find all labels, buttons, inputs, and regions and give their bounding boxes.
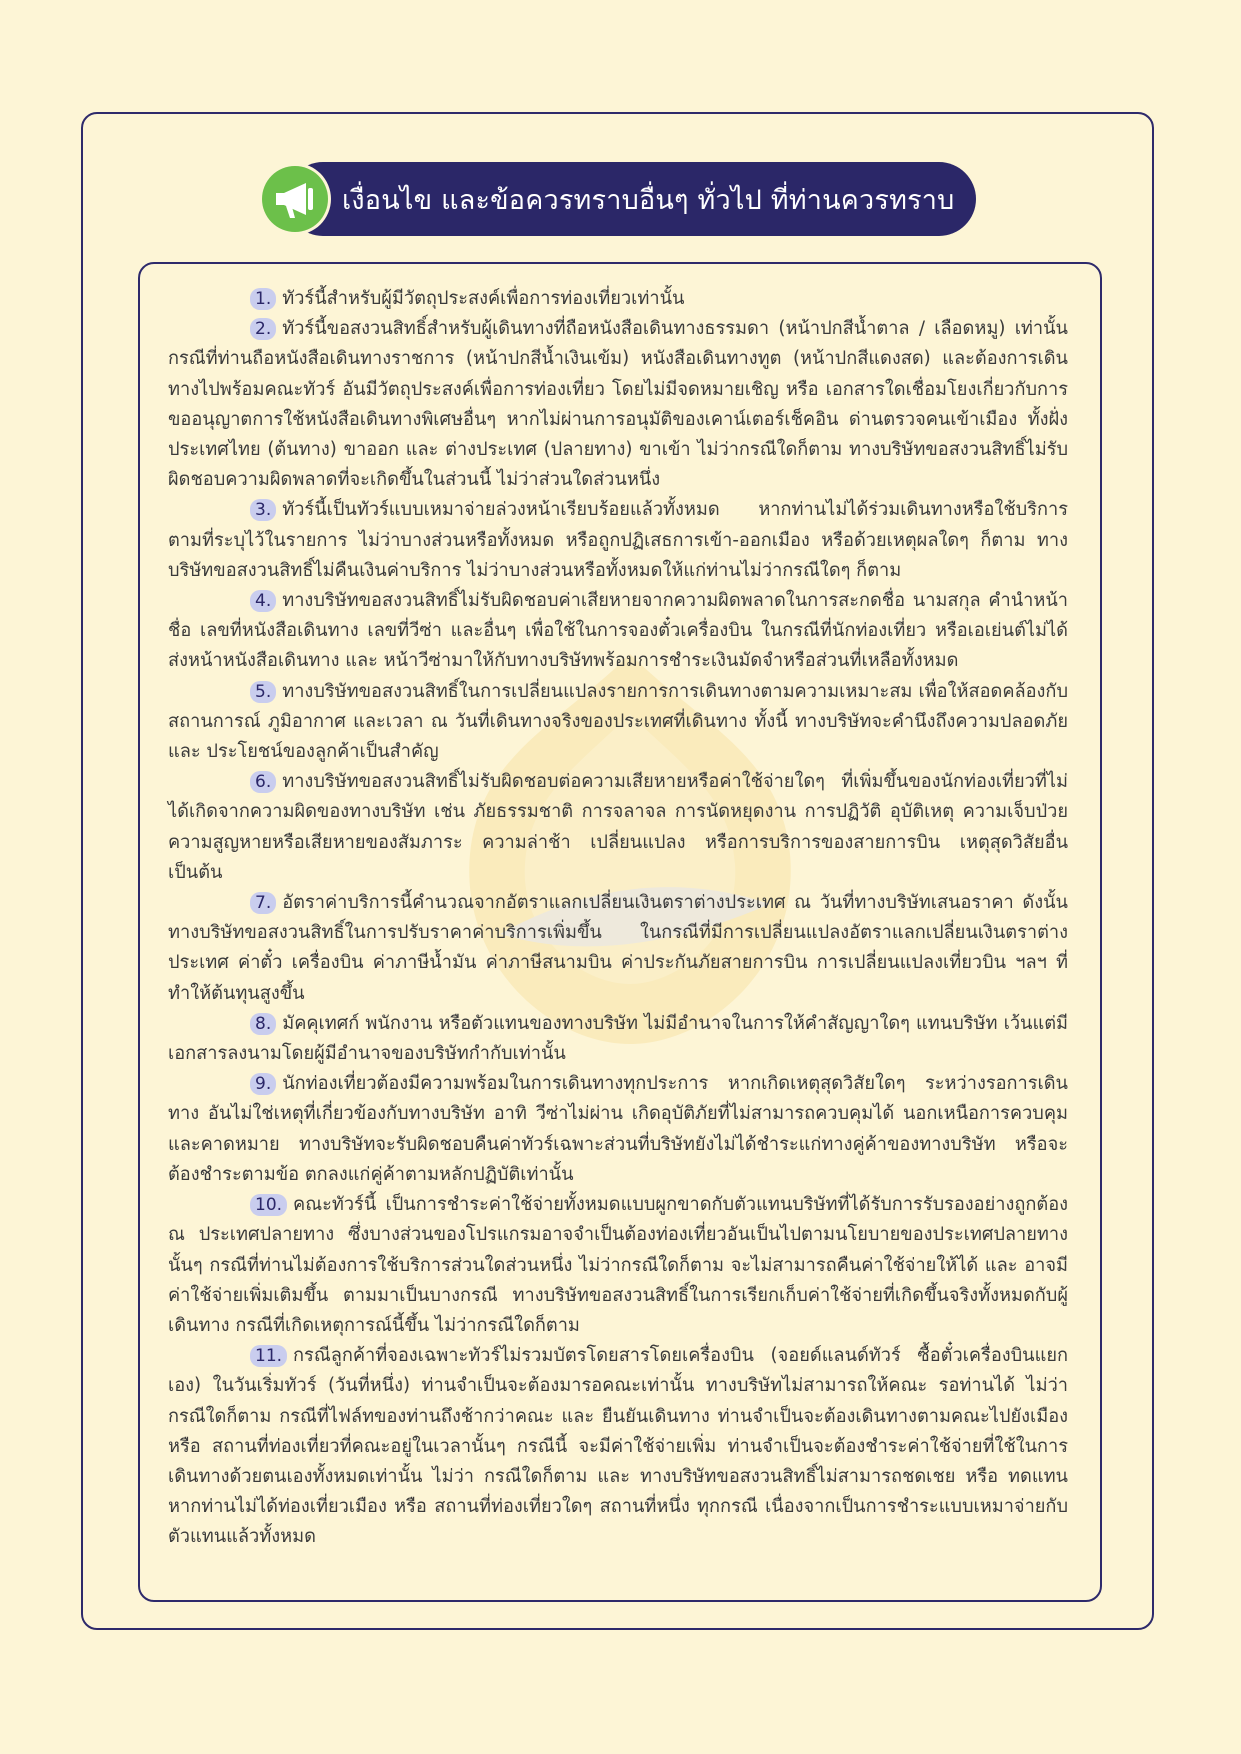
term-number: 11. [250, 1345, 287, 1367]
term-item-4 [168, 586, 1068, 677]
term-number: 10. [250, 1194, 287, 1216]
term-number: 3. [250, 499, 276, 521]
term-item-2 [168, 314, 1068, 495]
term-number: 2. [250, 318, 276, 340]
term-number: 6. [250, 771, 276, 793]
terms-list [168, 284, 1068, 1553]
term-item-5 [168, 677, 1068, 768]
term-number: 8. [250, 1013, 276, 1035]
page-title: เงื่อนไข และข้อควรทราบอื่นๆ ทั่วไป ที่ท่านควรทราบ [342, 184, 955, 216]
term-item-8 [168, 1009, 1068, 1069]
terms-panel [138, 262, 1102, 1602]
term-number: 1. [250, 288, 276, 310]
term-item-1 [168, 284, 1068, 314]
title-banner [286, 162, 976, 236]
term-item-10 [168, 1190, 1068, 1341]
term-number: 5. [250, 681, 276, 703]
term-text: ทัวร์นี้สำหรับผู้มีวัตถุประสงค์เพื่อการท่องเที่ยวเท่านั้น [282, 288, 685, 309]
term-text: ทางบริษัทขอสงวนสิทธิ์ในการเปลี่ยนแปลงรายการการเดินทางตามความเหมาะสม เพื่อให้สอดคล้องกับ สถานการณ์ ภูมิอากาศ และเวลา ณ วันที่เดินทางจริงของประเทศที่เดินทาง ทั้งนี้ ทางบริษัทจะคำนึงถึงความปลอดภัย และ ประโยชน์ของลูกค้าเป็นสำคัญ [168, 680, 1068, 763]
term-item-7 [168, 888, 1068, 1009]
term-text: กรณีลูกค้าที่จองเฉพาะทัวร์ไม่รวมบัตรโดยสารโดยเครื่องบิน (จอยด์แลนด์ทัวร์ ซื้อตั๋วเครื่องบินแยกเอง) ในวันเริ่มทัวร์ (วันที่หนึ่ง) ท่านจำเป็นจะต้องมารอคณะเท่านั้น ทางบริษัทไม่สามารถให้คณะ รอท่านได้ ไม่ว่ากรณีใดก็ตาม กรณีที่ไฟล์ทของท่านถึงช้ากว่าคณะ และ ยืนยันเดินทาง ท่านจำเป็นจะต้องเดินทางตามคณะไปยังเมือง หรือ สถานที่ท่องเที่ยวที่คณะอยู่ในเวลานั้นๆ กรณีนี้ จะมีค่าใช้จ่ายเพิ่ม ท่านจำเป็นจะต้องชำระค่าใช้จ่ายที่ใช้ในการเดินทางด้วยตนเองทั้งหมดเท่านั้น ไม่ว่า กรณีใดก็ตาม และ ทางบริษัทขอสงวนสิทธิ์ไม่สามารถชดเชย หรือ ทดแทน หากท่านไม่ได้ท่องเที่ยวเมือง หรือ สถานที่ท่องเที่ยวใดๆ สถานที่หนึ่ง ทุกกรณี เนื่องจากเป็นการชำระแบบเหมาจ่ายกับตัวแทนแล้วทั้งหมด [168, 1345, 1068, 1548]
term-text: ทางบริษัทขอสงวนสิทธิ์ไม่รับผิดชอบค่าเสียหายจากความผิดพลาดในการสะกดชื่อ นามสกุล คำนำหน้าชื่อ เลขที่หนังสือเดินทาง เลขที่วีซ่า และอื่นๆ เพื่อใช้ในการจองตั๋วเครื่องบิน ในกรณีที่นักท่องเที่ยว หรือเอเย่นต์ไม่ได้ส่งหน้าหนังสือเดินทาง และ หน้าวีซ่ามาให้กับทางบริษัทพร้อมการชำระเงินมัดจำหรือส่วนที่เหลือทั้งหมด [168, 590, 1068, 672]
term-text: คณะทัวร์นี้ เป็นการชำระค่าใช้จ่ายทั้งหมดแบบผูกขาดกับตัวแทนบริษัทที่ได้รับการรับรองอย่างถูกต้อง ณ ประเทศปลายทาง ซึ่งบางส่วนของโปรแกรมอาจจำเป็นต้องท่องเที่ยวอันเป็นไปตามนโยบายของประเทศปลายทางนั้นๆ กรณีที่ท่านไม่ต้องการใช้บริการส่วนใดส่วนหนึ่ง ไม่ว่ากรณีใดก็ตาม จะไม่สามารถคืนค่าใช้จ่ายให้ได้ และ อาจมีค่าใช้จ่ายเพิ่มเติมขึ้น ตามมาเป็นบางกรณี ทางบริษัทขอสงวนสิทธิ์ในการเรียกเก็บค่าใช้จ่ายที่เกิดขึ้นจริงทั้งหมดกับผู้เดินทาง กรณีที่เกิดเหตุการณ์นี้ขึ้น ไม่ว่ากรณีใดก็ตาม [168, 1194, 1068, 1336]
term-item-3 [168, 495, 1068, 586]
term-item-9 [168, 1069, 1068, 1190]
term-number: 9. [250, 1073, 276, 1095]
term-number: 4. [250, 590, 276, 612]
term-text: ทัวร์นี้เป็นทัวร์แบบเหมาจ่ายล่วงหน้าเรียบร้อยแล้วทั้งหมด หากท่านไม่ได้ร่วมเดินทางหรือใช้บริการตามที่ระบุไว้ในรายการ ไม่ว่าบางส่วนหรือทั้งหมด หรือถูกปฏิเสธการเข้า-ออกเมือง หรือด้วยเหตุผลใดๆ ก็ตาม ทางบริษัทขอสงวนสิทธิ์ไม่คืนเงินค่าบริการ ไม่ว่าบางส่วนหรือทั้งหมดให้แก่ท่านไม่ว่ากรณีใดๆ ก็ตาม [168, 499, 1068, 581]
term-text: อัตราค่าบริการนี้คำนวณจากอัตราแลกเปลี่ยนเงินตราต่างประเทศ ณ วันที่ทางบริษัทเสนอราคา ดังนั้น ทางบริษัทขอสงวนสิทธิ์ในการปรับราคาค่าบริการเพิ่มขึ้น ในกรณีที่มีการเปลี่ยนแปลงอัตราแลกเปลี่ยนเงินตราต่างประเทศ ค่าตั๋ว เครื่องบิน ค่าภาษีน้ำมัน ค่าภาษีสนามบิน ค่าประกันภัยสายการบิน การเปลี่ยนแปลงเที่ยวบิน ฯลฯ ที่ทำให้ต้นทุนสูงขึ้น [168, 892, 1068, 1004]
term-number: 7. [250, 892, 276, 914]
term-text: นักท่องเที่ยวต้องมีความพร้อมในการเดินทางทุกประการ หากเกิดเหตุสุดวิสัยใดๆ ระหว่างรอการเดินทาง อันไม่ใช่เหตุที่เกี่ยวข้องกับทางบริษัท อาทิ วีซ่าไม่ผ่าน เกิดอุบัติภัยที่ไม่สามารถควบคุมได้ นอกเหนือการควบคุมและคาดหมาย ทางบริษัทจะรับผิดชอบคืนค่าทัวร์เฉพาะส่วนที่บริษัทยังไม่ได้ชำระแก่ทางคู่ค้าของทางบริษัท หรือจะต้องชำระตามข้อ ตกลงแก่คู่ค้าตามหลักปฏิบัติเท่านั้น [168, 1073, 1068, 1185]
term-text: ทางบริษัทขอสงวนสิทธิ์ไม่รับผิดชอบต่อความเสียหายหรือค่าใช้จ่ายใดๆ ที่เพิ่มขึ้นของนักท่องเที่ยวที่ไม่ได้เกิดจากความผิดของทางบริษัท เช่น ภัยธรรมชาติ การจลาจล การนัดหยุดงาน การปฏิวัติ อุบัติเหตุ ความเจ็บป่วย ความสูญหายหรือเสียหายของสัมภาระ ความล่าช้า เปลี่ยนแปลง หรือการบริการของสายการบิน เหตุสุดวิสัยอื่น เป็นต้น [168, 771, 1068, 883]
megaphone-icon [262, 166, 328, 232]
term-item-11 [168, 1341, 1068, 1552]
term-text: มัคคุเทศก์ พนักงาน หรือตัวแทนของทางบริษัท ไม่มีอำนาจในการให้คำสัญญาใดๆ แทนบริษัท เว้นแต่มีเอกสารลงนามโดยผู้มีอำนาจของบริษัทกำกับเท่านั้น [168, 1012, 1068, 1065]
term-text: ทัวร์นี้ขอสงวนสิทธิ์สำหรับผู้เดินทางที่ถือหนังสือเดินทางธรรมดา (หน้าปกสีน้ำตาล / เลือดหมู) เท่านั้น กรณีที่ท่านถือหนังสือเดินทางราชการ (หน้าปกสีน้ำเงินเข้ม) หนังสือเดินทางทูต (หน้าปกสีแดงสด) และต้องการเดินทางไปพร้อมคณะทัวร์ อันมีวัตถุประสงค์เพื่อการท่องเที่ยว โดยไม่มีจดหมายเชิญ หรือ เอกสารใดเชื่อมโยงเกี่ยวกับการขออนุญาตการใช้หนังสือเดินทางพิเศษอื่นๆ หากไม่ผ่านการอนุมัติของเคาน์เตอร์เช็คอิน ด่านตรวจคนเข้าเมือง ทั้งฝั่งประเทศไทย (ต้นทาง) ขาออก และ ต่างประเทศ (ปลายทาง) ขาเข้า ไม่ว่ากรณีใดก็ตาม ทางบริษัทขอสงวนสิทธิ์ไม่รับผิดชอบความผิดพลาดที่จะเกิดขึ้นในส่วนนี้ ไม่ว่าส่วนใดส่วนหนึ่ง [168, 318, 1068, 491]
term-item-6 [168, 767, 1068, 888]
